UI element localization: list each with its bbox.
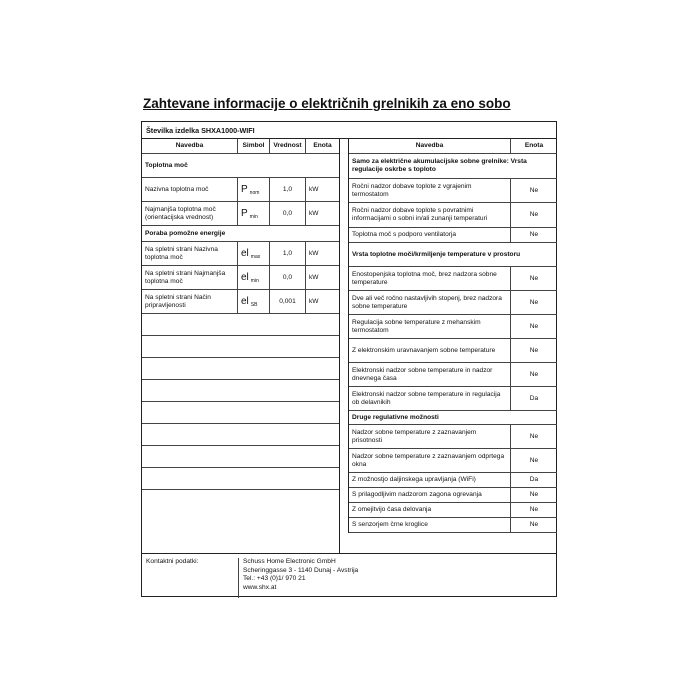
symbol-letter: el — [241, 295, 249, 307]
row-value: Ne — [510, 179, 557, 202]
empty-row — [142, 380, 339, 402]
section-heading-label: Druge regulativne možnosti — [352, 413, 439, 421]
row-value: Ne — [510, 503, 557, 517]
row-value: 1,0 — [269, 178, 305, 201]
row-unit: kW — [305, 202, 339, 225]
table-row — [349, 339, 557, 363]
symbol-letter: el — [241, 271, 249, 283]
header-vrednost: Vrednost — [269, 139, 305, 153]
row-value: Da — [510, 473, 557, 487]
table-row — [349, 473, 557, 488]
row-value: Ne — [510, 315, 557, 338]
row-unit: kW — [305, 290, 339, 313]
row-value: Ne — [510, 363, 557, 386]
table-row — [349, 488, 557, 503]
row-value: Ne — [510, 267, 557, 290]
right-body — [349, 154, 557, 533]
section-heading — [142, 226, 339, 242]
row-label: Nadzor sobne temperature z zaznavanjem odprtega okna — [352, 452, 505, 468]
row-label: Najmanjša toplotna moč (orientacijska vrednost) — [145, 205, 216, 221]
row-value: 0,001 — [269, 290, 305, 313]
right-column — [348, 139, 557, 533]
header-simbol: Simbol — [237, 139, 269, 153]
table-row — [142, 202, 339, 226]
symbol-letter: el — [241, 247, 249, 259]
section-heading — [349, 154, 557, 179]
table-row — [142, 266, 339, 290]
header-enota-right: Enota — [510, 139, 557, 153]
empty-row — [142, 402, 339, 424]
row-label: Nadzor sobne temperature z zaznavanjem prisotnosti — [352, 428, 477, 444]
row-label: Dve ali več ročno nastavljivih stopenj, brez nadzora sobne temperature — [352, 294, 502, 310]
section-heading-label: Toplotna moč — [145, 161, 188, 169]
header-navedba: Navedba — [175, 142, 204, 149]
row-unit: kW — [305, 242, 339, 265]
symbol-subscript: nom — [249, 189, 260, 196]
product-information-table — [141, 121, 557, 597]
table-row — [349, 179, 557, 203]
header-navedba-right: Navedba — [415, 142, 444, 149]
empty-row — [142, 424, 339, 446]
row-symbol — [237, 266, 269, 289]
row-symbol — [237, 202, 269, 225]
contact-phone: Tel.: +43 (0)1/ 970 21 — [243, 575, 306, 582]
table-row — [349, 425, 557, 449]
contact-company: Schuss Home Electronic GmbH — [243, 558, 336, 565]
contact-section — [142, 553, 556, 598]
table-row — [142, 242, 339, 266]
row-label: S prilagodljivim nadzorom zagona ogrevanja — [352, 491, 482, 498]
row-unit: kW — [305, 178, 339, 201]
row-label: Regulacija sobne temperature z mehanskim termostatom — [352, 318, 481, 334]
table-row — [349, 267, 557, 291]
empty-row — [142, 358, 339, 380]
section-heading-label: Poraba pomožne energije — [145, 229, 226, 237]
section-heading — [142, 154, 339, 178]
row-value: 0,0 — [269, 266, 305, 289]
empty-row — [142, 314, 339, 336]
row-symbol — [237, 242, 269, 265]
row-label: Ročni nadzor dobave toplote s povratnimi informacijami o sobni in/ali zunanji temperaturi — [352, 207, 488, 222]
row-label: Enostopenjska toplotna moč, brez nadzora sobne temperature — [352, 270, 497, 286]
row-label: Z možnostjo daljinskega upravljanja (WiFi) — [352, 476, 476, 483]
row-label: Z elektronskim uravnavanjem sobne temperature — [352, 346, 496, 354]
row-value: 0,0 — [269, 202, 305, 225]
empty-row — [142, 468, 339, 490]
left-body — [142, 154, 339, 490]
table-row — [349, 503, 557, 518]
row-value: Ne — [510, 518, 557, 532]
header-enota: Enota — [305, 139, 339, 153]
symbol-letter: P — [241, 207, 248, 219]
row-value: Ne — [510, 228, 557, 242]
row-label: Na spletni strani Način pripravljenosti — [145, 293, 211, 309]
left-header-row — [142, 139, 339, 154]
row-value: Ne — [510, 291, 557, 314]
model-number-label: Številka izdelka SHXA1000-WIFI — [142, 122, 556, 139]
symbol-letter: P — [241, 183, 248, 195]
row-unit: kW — [305, 266, 339, 289]
table-row — [349, 291, 557, 315]
right-header-row — [349, 139, 557, 154]
table-row — [349, 228, 557, 243]
row-label: Na spletni strani Najmanjša toplotna moč — [145, 269, 226, 285]
row-label: Nazivna toplotna moč — [145, 185, 209, 193]
row-label: Ročni nadzor dobave toplote z vgrajenim termostatom — [352, 182, 472, 198]
table-row — [349, 518, 557, 533]
contact-label: Kontaktni podatki: — [146, 558, 199, 565]
page-title: Zahtevane informacije o električnih grelnikih za eno sobo — [143, 96, 511, 111]
row-value: Ne — [510, 339, 557, 362]
row-value: 1,0 — [269, 242, 305, 265]
symbol-subscript: min — [249, 213, 258, 220]
row-symbol — [237, 290, 269, 313]
row-label: Elektronski nadzor sobne temperature in regulacija ob delavnikih — [352, 390, 501, 406]
row-value: Ne — [510, 425, 557, 448]
symbol-subscript: max — [250, 253, 261, 260]
row-symbol — [237, 178, 269, 201]
row-label: S senzorjem črne kroglice — [352, 521, 428, 528]
row-label: Na spletni strani Nazivna toplotna moč — [145, 245, 218, 261]
empty-row — [142, 336, 339, 358]
section-heading — [349, 243, 557, 267]
table-row — [349, 363, 557, 387]
row-label: Elektronski nadzor sobne temperature in nadzor dnevnega časa — [352, 366, 493, 382]
table-row — [349, 449, 557, 473]
row-value: Ne — [510, 488, 557, 502]
contact-details — [238, 558, 358, 598]
empty-row — [142, 446, 339, 468]
section-heading-label: Vrsta toplotne moči/krmiljenje temperature v prostoru — [352, 250, 521, 258]
symbol-subscript: min — [250, 277, 259, 284]
table-row — [142, 178, 339, 202]
row-value: Ne — [510, 449, 557, 472]
row-value: Ne — [510, 203, 557, 227]
row-label: Toplotna moč s podporo ventilatorja — [352, 231, 457, 238]
table-row — [142, 290, 339, 314]
section-heading-label: Samo za električne akumulacijske sobne grelnike: Vrsta regulacije oskrbe s toploto — [352, 158, 527, 173]
row-label: Z omejitvijo časa delovanja — [352, 506, 432, 513]
contact-address: Scheringgasse 3 - 1140 Dunaj - Avstrija — [243, 566, 359, 574]
symbol-subscript: SB — [250, 301, 258, 308]
section-heading — [349, 411, 557, 425]
contact-website: www.shx.at — [243, 583, 277, 591]
table-row — [349, 387, 557, 411]
left-column — [142, 139, 339, 490]
table-row — [349, 203, 557, 228]
row-value: Da — [510, 387, 557, 410]
table-row — [349, 315, 557, 339]
